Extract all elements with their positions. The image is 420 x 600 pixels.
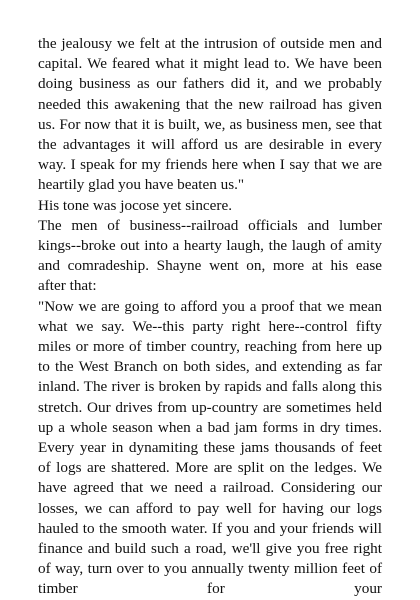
paragraph: His tone was jocose yet sincere. [38, 196, 233, 214]
paragraph: The men of business--railroad officials and lumber kings--broke out into a hearty laugh, the laugh of amity and comradeship. Shayne went on, more at his ease after that: [38, 216, 382, 295]
paragraph: the jealousy we felt at the intrusion of outside men and capital. We feared what it might lead to. We have been doing business as our fathers did it, and we probably needed this awakening that the new railroad has given us. For now that it is built, we, as business men, see that the advantages it will afford us are desirable in every way. I speak for my friends here when I say that we are heartily glad you have beaten us." [38, 35, 382, 194]
document-page [38, 34, 382, 600]
paragraph: "Now we are going to afford you a proof that we mean what we say. We--this party right here--control fifty miles or more of timber country, reaching from here up to the West Branch on both sides, and extending as far inland. The river is broken by rapids and falls along this stretch. Our drives from up-country are sometimes held up a whole season when a bad jam forms in dry times. Every year in dynamiting these jams thousands of feet of logs are shattered. More are split on the ledges. We have agreed that we need a railroad. Considering our losses, we can afford to pay well for having our logs hauled to the smooth water. If you and your friends will finance and build such a road, we'll give you free right of way, turn over to you annually twenty million feet of timber for your [38, 297, 382, 598]
